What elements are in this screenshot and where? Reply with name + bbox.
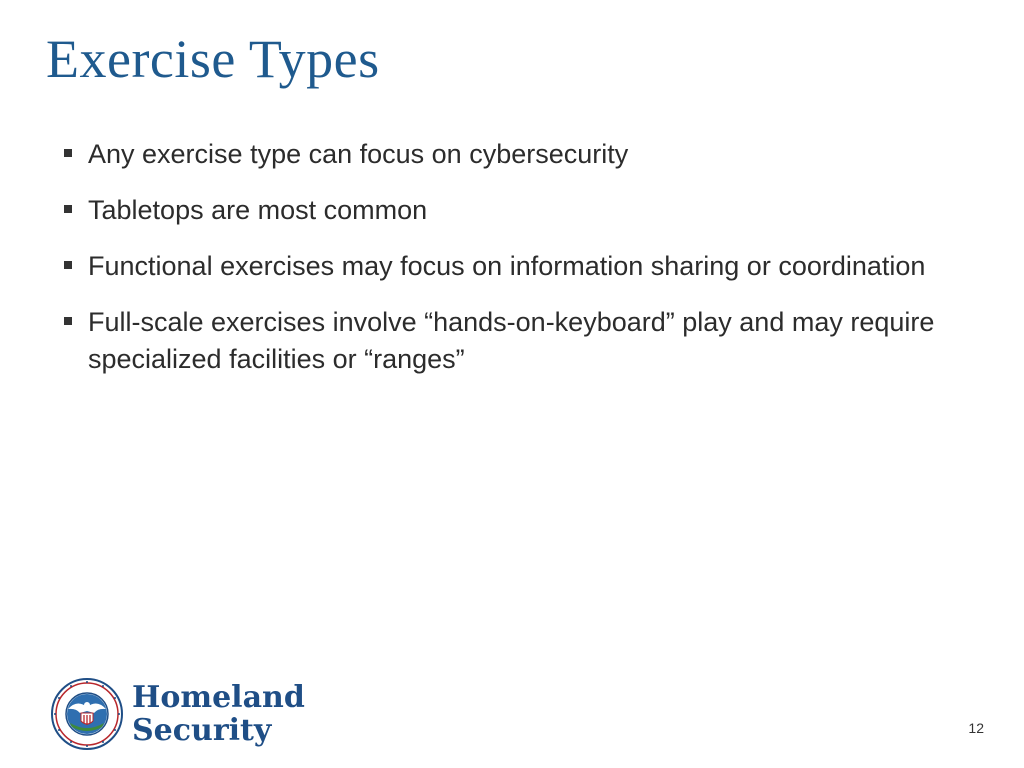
page-number: 12 <box>968 720 984 736</box>
bullet-item <box>62 136 962 173</box>
square-bullet-icon <box>64 205 72 213</box>
square-bullet-icon <box>64 317 72 325</box>
bullet-item <box>62 192 962 229</box>
bullet-item <box>62 304 962 378</box>
bullet-item <box>62 248 962 285</box>
dhs-seal-icon <box>50 677 124 751</box>
bullet-text: Full-scale exercises involve “hands-on-keyboard” play and may require specialized facilities or “ranges” <box>88 307 935 374</box>
logo-line-security: Security <box>132 713 272 748</box>
bullet-list <box>62 136 962 397</box>
bullet-text: Tabletops are most common <box>88 195 428 225</box>
bullet-text: Functional exercises may focus on information sharing or coordination <box>88 251 926 281</box>
logo-wordmark <box>132 681 305 747</box>
slide-title: Exercise Types <box>46 29 380 89</box>
square-bullet-icon <box>64 149 72 157</box>
dhs-logo <box>50 676 310 752</box>
bullet-text: Any exercise type can focus on cybersecurity <box>88 139 629 169</box>
logo-line-homeland: Homeland <box>132 680 305 715</box>
square-bullet-icon <box>64 261 72 269</box>
